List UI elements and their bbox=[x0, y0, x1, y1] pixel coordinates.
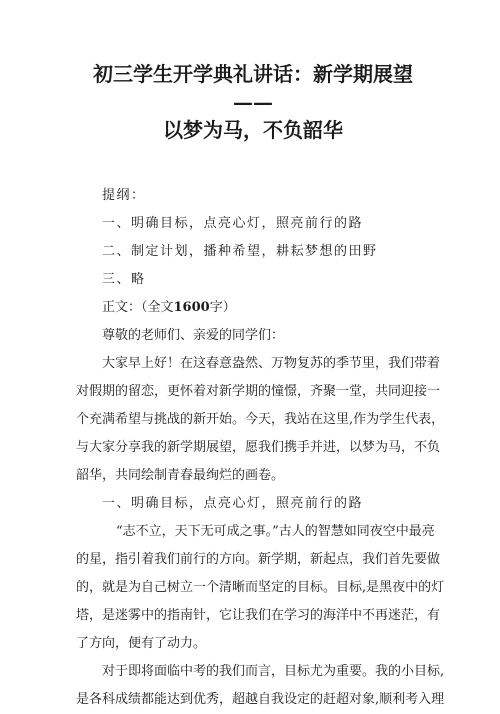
para1-line-2: 对假期的留恋，更怀着对新学期的憧憬，齐聚一堂，共同迎接一 bbox=[76, 384, 441, 399]
body-label-suffix: 字） bbox=[209, 300, 236, 315]
body-label bbox=[76, 294, 430, 322]
para2-line-4: 塔，是迷雾中的指南针，它让我们在学习的海洋中不再迷茫，有 bbox=[76, 608, 441, 623]
para1-line-4: 与大家分享我的新学期展望，愿我们携手并进，以梦为马，不负 bbox=[76, 440, 441, 455]
outline-label: 提纲： bbox=[102, 188, 146, 203]
para2-line-5: 了方向，便有了动力。 bbox=[76, 636, 207, 651]
outline-section bbox=[76, 182, 430, 294]
outline-item-2: 二、制定计划，播种希望，耕耘梦想的田野 bbox=[102, 244, 378, 259]
para2-line-2: 的星，指引着我们前行的方向。新学期，新起点，我们首先要做 bbox=[76, 552, 441, 567]
title-line-2: 以梦为马，不负韶华 bbox=[163, 118, 343, 142]
document-title bbox=[76, 60, 430, 144]
para2-line-1: “志不立，天下无可成之事。”古人的智慧如同夜空中最亮 bbox=[116, 524, 435, 539]
para1-line-1: 大家早上好！在这春意盎然、万物复苏的季节里，我们带着 bbox=[102, 356, 441, 371]
body-text bbox=[76, 294, 445, 714]
outline-item-3: 三、略 bbox=[102, 272, 146, 287]
para1-line-5: 韶华，共同绘制青春最绚烂的画卷。 bbox=[76, 468, 285, 483]
para3-line-1: 对于即将面临中考的我们而言，目标尤为重要。我的小目标, bbox=[102, 664, 445, 679]
para1-line-3: 个充满希望与挑战的新开始。今天，我站在这里,作为学生代表， bbox=[76, 412, 445, 427]
section1-heading: 一、明确目标，点亮心灯，照亮前行的路 bbox=[102, 496, 364, 511]
greeting: 尊敬的老师们、亲爱的同学们： bbox=[102, 328, 285, 343]
outline-item-1: 一、明确目标，点亮心灯，照亮前行的路 bbox=[102, 216, 364, 231]
para3-line-2: 是各科成绩都能达到优秀，超越自我设定的赶超对象,顺利考入理 bbox=[76, 692, 445, 707]
para2-line-3: 的，就是为自己树立一个清晰而坚定的目标。目标,是黑夜中的灯 bbox=[76, 580, 445, 595]
body-label-count: 1600 bbox=[173, 300, 210, 315]
title-line-1: 初三学生开学典礼讲话：新学期展望—— bbox=[93, 62, 413, 114]
body-label-prefix: 正文：（全文 bbox=[102, 300, 174, 315]
